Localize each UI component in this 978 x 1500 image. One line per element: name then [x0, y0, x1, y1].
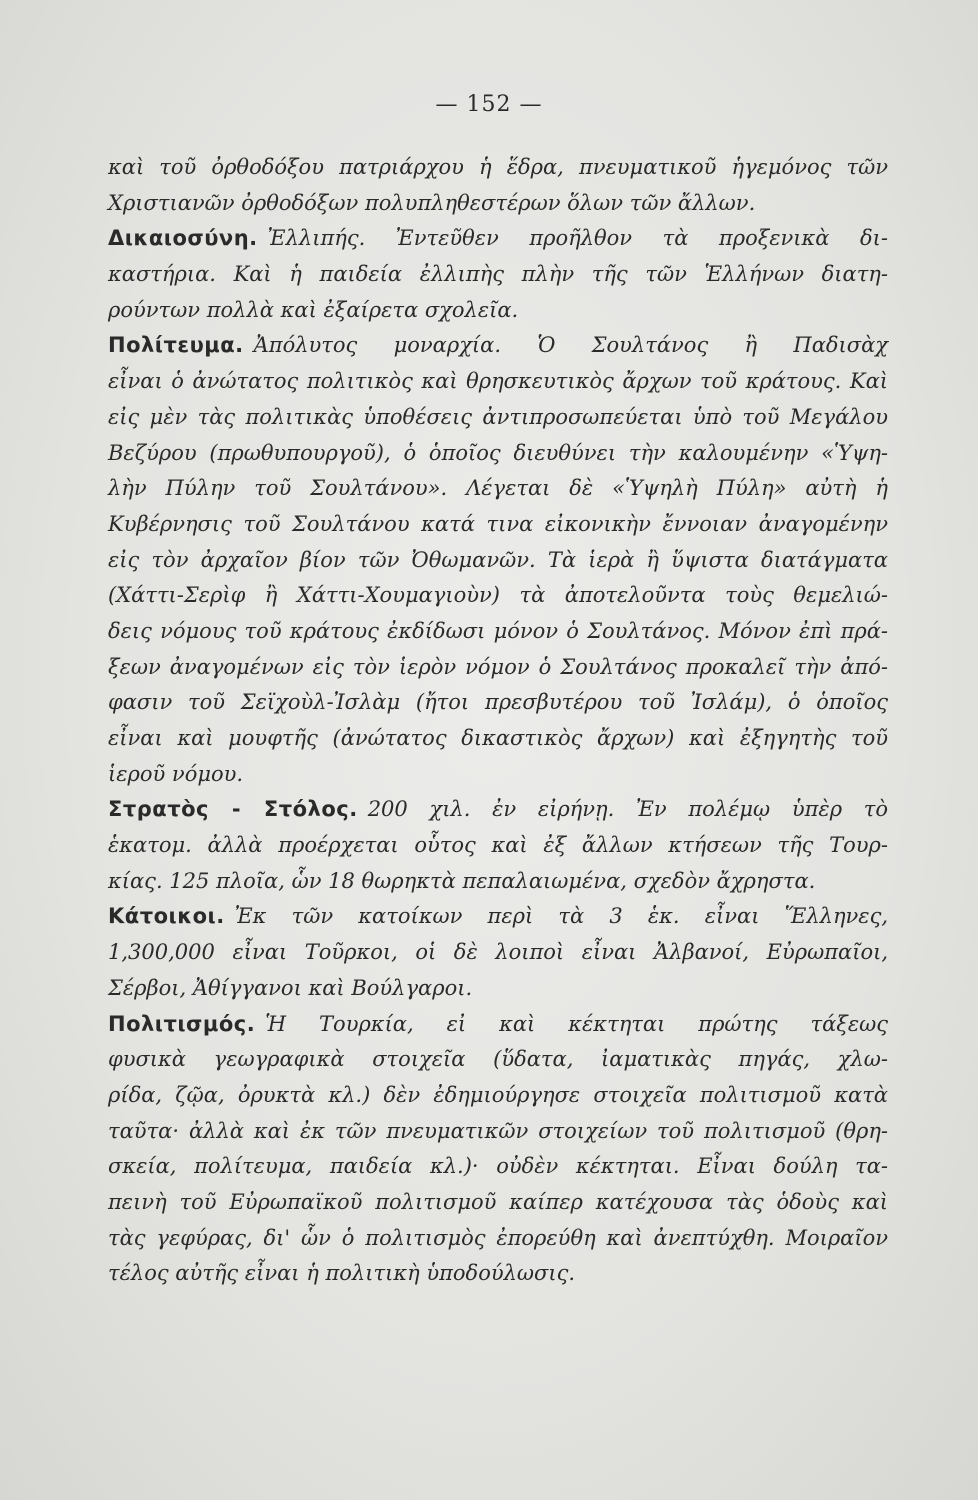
line-text: φυσικὰ γεωγραφικὰ στοιχεῖα (ὕδατα, ἰαματικὰς πηγάς, χλω-: [108, 1047, 888, 1072]
line-text: Ἐκ τῶν κατοίκων περὶ τὰ 3 ἑκ. εἶναι Ἕλληνες,: [234, 904, 888, 929]
line-text: ἑκατομ. ἀλλὰ προέρχεται οὗτος καὶ ἐξ ἄλλων κτήσεων τῆς Τουρ-: [108, 833, 888, 858]
line-text: δεις νόμους τοῦ κράτους ἐκδίδωσι μόνον ὁ Σουλτάνος. Μόνον ἐπὶ πρά-: [108, 618, 888, 643]
text-line: [108, 757, 888, 793]
text-line: [108, 864, 888, 900]
line-text: εἰς τὸν ἀρχαῖον βίον τῶν Ὀθωμανῶν. Τὰ ἱερὰ ἢ ὕψιστα διατάγματα: [108, 547, 888, 572]
page-number: — 152 —: [435, 92, 543, 117]
line-text: Σέρβοι, Ἀθίγγανοι καὶ Βούλγαροι.: [108, 975, 473, 1000]
text-line: [108, 436, 888, 472]
section-heading-justice: Δικαιοσύνη.: [108, 226, 258, 251]
line-text: 200 χιλ. ἐν εἰρήνῃ. Ἐν πολέμῳ ὑπὲρ τὸ: [367, 797, 888, 822]
text-line: [108, 293, 888, 329]
text-line: [108, 150, 888, 186]
text-line: [108, 1185, 888, 1221]
line-text: τέλος αὐτῆς εἶναι ἡ πολιτικὴ ὑποδούλωσις.: [108, 1261, 576, 1286]
line-text: 1,300,000 εἶναι Τοῦρκοι, οἱ δὲ λοιποὶ εἶναι Ἀλβανοί, Εὐρωπαῖοι,: [108, 940, 888, 965]
text-line: [108, 1042, 888, 1078]
text-line: [108, 328, 888, 364]
line-text: σκεία, πολίτευμα, παιδεία κλ.)· οὐδὲν κέκτηται. Εἶναι δούλη τα-: [108, 1154, 888, 1179]
text-line: [108, 721, 888, 757]
line-text: (Χάττι-Σερὶφ ἢ Χάττι-Χουμαγιοὺν) τὰ ἀποτελοῦντα τοὺς θεμελιώ-: [108, 583, 888, 608]
line-text: Κυβέρνησις τοῦ Σουλτάνου κατά τινα εἰκονικὴν ἔννοιαν ἀναγομένην: [108, 511, 888, 536]
line-text: εἶναι καὶ μουφτῆς (ἀνώτατος δικαστικὸς ἄρχων) καὶ ἐξηγητὴς τοῦ: [108, 726, 888, 750]
text-line: [108, 685, 888, 721]
line-text: Βεζύρου (πρωθυπουργοῦ), ὁ ὁποῖος διευθύνει τὴν καλουμένην «Ὑψη-: [108, 440, 888, 465]
line-text: καστήρια. Καὶ ἡ παιδεία ἐλλιπὴς πλὴν τῆς τῶν Ἑλλήνων διατη-: [108, 262, 888, 287]
section-heading-army-navy: Στρατὸς - Στόλος.: [108, 797, 358, 822]
text-body: [108, 150, 888, 1292]
text-line: [108, 828, 888, 864]
text-line: [108, 792, 888, 828]
text-line: [108, 186, 888, 222]
line-text: καὶ τοῦ ὀρθοδόξου πατριάρχου ἡ ἕδρα, πνευματικοῦ ἡγεμόνος τῶν: [108, 155, 888, 179]
line-text: ἱεροῦ νόμου.: [108, 761, 244, 786]
text-line: [108, 971, 888, 1007]
text-line: [108, 400, 888, 436]
line-text: Ἀπόλυτος μοναρχία. Ὁ Σουλτάνος ἢ Παδισὰχ: [253, 333, 888, 358]
section-heading-civilization: Πολιτισμός.: [108, 1011, 256, 1036]
line-text: εἰς μὲν τὰς πολιτικὰς ὑποθέσεις ἀντιπροσωπεύεται ὑπὸ τοῦ Μεγάλου: [108, 404, 888, 429]
text-line: [108, 1078, 888, 1114]
line-text: Χριστιανῶν ὀρθοδόξων πολυπληθεστέρων ὅλων τῶν ἄλλων.: [108, 190, 756, 215]
text-line: [108, 257, 888, 293]
text-line: [108, 471, 888, 507]
text-line: [108, 1007, 888, 1043]
text-line: [108, 1149, 888, 1185]
line-text: ρίδα, ζῷα, ὀρυκτὰ κλ.) δὲν ἐδημιούργησε στοιχεῖα πολιτισμοῦ κατὰ: [108, 1082, 888, 1107]
line-text: πεινὴ τοῦ Εὐρωπαϊκοῦ πολιτισμοῦ καίπερ κατέχουσα τὰς ὁδοὺς καὶ: [108, 1189, 888, 1214]
text-line: [108, 364, 888, 400]
text-line: [108, 221, 888, 257]
text-line: [108, 1114, 888, 1150]
section-heading-polity: Πολίτευμα.: [108, 333, 244, 358]
text-line: [108, 935, 888, 971]
text-line: [108, 578, 888, 614]
section-heading-inhabitants: Κάτοικοι.: [108, 904, 225, 929]
text-line: [108, 543, 888, 579]
text-line: [108, 1256, 888, 1292]
line-text: Ἐλλιπής. Ἐντεῦθεν προῆλθον τὰ προξενικὰ δι-: [267, 226, 888, 251]
line-text: ξεων ἀναγομένων εἰς τὸν ἱερὸν νόμον ὁ Σουλτάνος προκαλεῖ τὴν ἀπό-: [108, 654, 888, 679]
text-line: [108, 899, 888, 935]
line-text: Ἡ Τουρκία, εἰ καὶ κέκτηται πρώτης τάξεως: [265, 1011, 888, 1036]
line-text: κίας. 125 πλοῖα, ὧν 18 θωρηκτὰ πεπαλαιωμένα, σχεδὸν ἄχρηστα.: [108, 868, 816, 893]
line-text: τὰς γεφύρας, δι' ὧν ὁ πολιτισμὸς ἐπορεύθη καὶ ἀνεπτύχθη. Μοιραῖον: [108, 1225, 888, 1250]
line-text: εἶναι ὁ ἀνώτατος πολιτικὸς καὶ θρησκευτικὸς ἄρχων τοῦ κράτους. Καὶ: [108, 369, 888, 394]
text-line: [108, 507, 888, 543]
line-text: φασιν τοῦ Σεϊχοὺλ-Ἰσλὰμ (ἤτοι πρεσβυτέρου τοῦ Ἰσλάμ), ὁ ὁποῖος: [108, 690, 888, 715]
line-text: ρούντων πολλὰ καὶ ἐξαίρετα σχολεῖα.: [108, 297, 519, 322]
line-text: λὴν Πύλην τοῦ Σουλτάνου». Λέγεται δὲ «Ὑψηλὴ Πύλη» αὐτὴ ἡ: [108, 476, 888, 501]
text-line: [108, 1221, 888, 1257]
text-line: [108, 614, 888, 650]
text-line: [108, 650, 888, 686]
line-text: ταῦτα· ἀλλὰ καὶ ἐκ τῶν πνευματικῶν στοιχείων τοῦ πολιτισμοῦ (θρη-: [108, 1118, 888, 1143]
